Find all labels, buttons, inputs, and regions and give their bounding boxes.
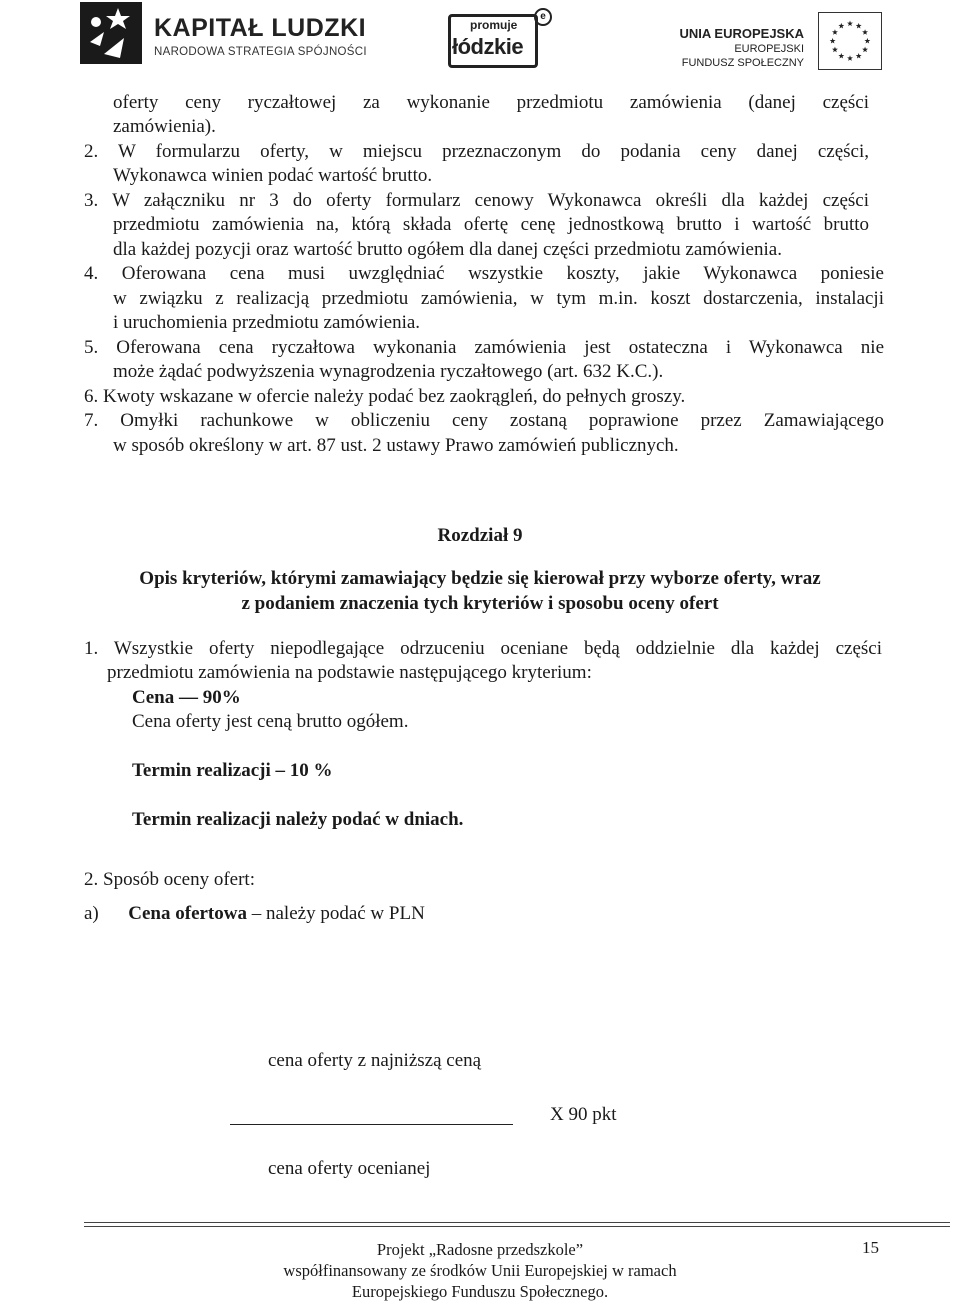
formula-fraction-line [230,1124,513,1125]
eu-fund-line1: EUROPEJSKI [734,43,804,55]
term-criterion-label: Termin realizacji – 10 % [132,760,333,781]
promuje-text: promuje [470,18,518,32]
chapter-title: Rozdział 9 [437,525,523,546]
kapital-ludzki-emblem-icon [80,2,142,64]
lodzkie-text: łódzkie [452,34,524,59]
eu-star-icon [864,38,870,44]
eu-star-icon [856,53,862,59]
list-item: 5. Oferowana cena ryczałtowa wykonania zamówienia jest ostateczna i Wykonawca nie [84,337,884,358]
formula-numerator: cena oferty z najniższą ceną [268,1050,482,1071]
price-criterion-desc: Cena oferty jest ceną brutto ogółem. [132,711,409,732]
list-line: dla każdej pozycji oraz wartość brutto ogółem dla danej części przedmiotu zamówienia. [113,239,782,260]
eu-star-icon [847,55,853,61]
item-bold-label: Cena ofertowa [128,903,247,924]
eu-star-icon [856,23,862,29]
list-line: i uruchomienia przedmiotu zamówienia. [113,312,421,333]
criteria-intro: 1. Wszystkie oferty niepodlegające odrzuceniu oceniane będą oddzielnie dla każdej części [84,638,882,659]
list-line: zamówienia). [113,116,216,137]
list-item: 3. W załączniku nr 3 do oferty formularz cenowy Wykonawca określi dla każdej części [84,190,869,211]
eu-star-icon [832,47,838,53]
page-number: 15 [862,1238,879,1257]
kapital-ludzki-name: KAPITAŁ LUDZKI [154,14,367,42]
formula-multiplier: X 90 pkt [550,1104,617,1125]
list-line: w sposób określony w art. 87 ust. 2 ustawy Prawo zamówień publicznych. [113,435,679,456]
list-item: 2. W formularzu oferty, w miejscu przeznaczonym do podania ceny danej części, [84,141,869,162]
eu-logo [679,12,882,72]
eu-fund-line2: FUNDUSZ SPOŁECZNY [681,57,804,69]
list-item: 4. Oferowana cena musi uwzględniać wszystkie koszty, jakie Wykonawca poniesie [84,263,884,284]
kapital-ludzki-logo [80,2,367,70]
item-rest-text: – należy podać w PLN [246,903,425,924]
kapital-ludzki-subtitle: NARODOWA STRATEGIA SPÓJNOŚCI [154,46,367,58]
eu-star-icon [838,53,844,59]
eu-name: UNIA EUROPEJSKA [679,26,804,41]
footer-line3: Europejskiego Funduszu Społecznego. [351,1282,609,1301]
chapter-heading-line1: Opis kryteriów, którymi zamawiający będzie się kierował przy wyborze oferty, wraz [139,568,821,589]
eu-flag-icon [818,12,882,70]
list-line: może żądać podwyższenia wynagrodzenia ryczałtowego (art. 632 K.C.). [113,361,664,382]
formula-denominator: cena oferty ocenianej [268,1158,431,1179]
list-line: oferty ceny ryczałtowej za wykonanie przedmiotu zamówienia (danej części [113,92,869,113]
footer-divider-thin [84,1226,950,1227]
footer-line2: współfinansowany ze środków Unii Europejskiej w ramach [283,1261,677,1280]
price-criterion-label: Cena — 90% [132,687,241,708]
eu-star-icon [862,29,868,35]
eu-star-icon [847,21,853,27]
footer-line1: Projekt „Radosne przedszkole” [376,1240,584,1259]
eu-star-icon [838,23,844,29]
list-item: 6. Kwoty wskazane w ofercie należy podać bez zaokrągleń, do pełnych groszy. [84,386,686,407]
list-line: przedmiotu zamówienia na, którą składa ofertę cenę jednostkową brutto i wartość brutto [113,214,869,235]
list-item: 7. Omyłki rachunkowe w obliczeniu ceny zostaną poprawione przez Zamawiającego [84,410,884,431]
evaluation-heading: 2. Sposób oceny ofert: [84,869,255,890]
term-criterion-desc: Termin realizacji należy podać w dniach. [132,809,464,830]
criteria-intro-cont: przedmiotu zamówienia na podstawie następującego kryterium: [107,662,592,683]
promuje-lodzkie-logo [448,8,552,70]
eu-star-icon [830,38,836,44]
evaluation-item [84,902,425,926]
footer-divider [84,1222,950,1223]
list-line: Wykonawca winien podać wartość brutto. [113,165,433,186]
eu-star-icon [832,29,838,35]
eu-star-icon [862,47,868,53]
item-marker: a) [84,903,99,924]
chapter-heading-line2: z podaniem znaczenia tych kryteriów i sposobu oceny ofert [241,593,719,614]
list-line: w związku z realizacją przedmiotu zamówienia, w tym m.in. koszt dostarczenia, instalacji [113,288,884,309]
registered-mark: e [534,8,552,26]
